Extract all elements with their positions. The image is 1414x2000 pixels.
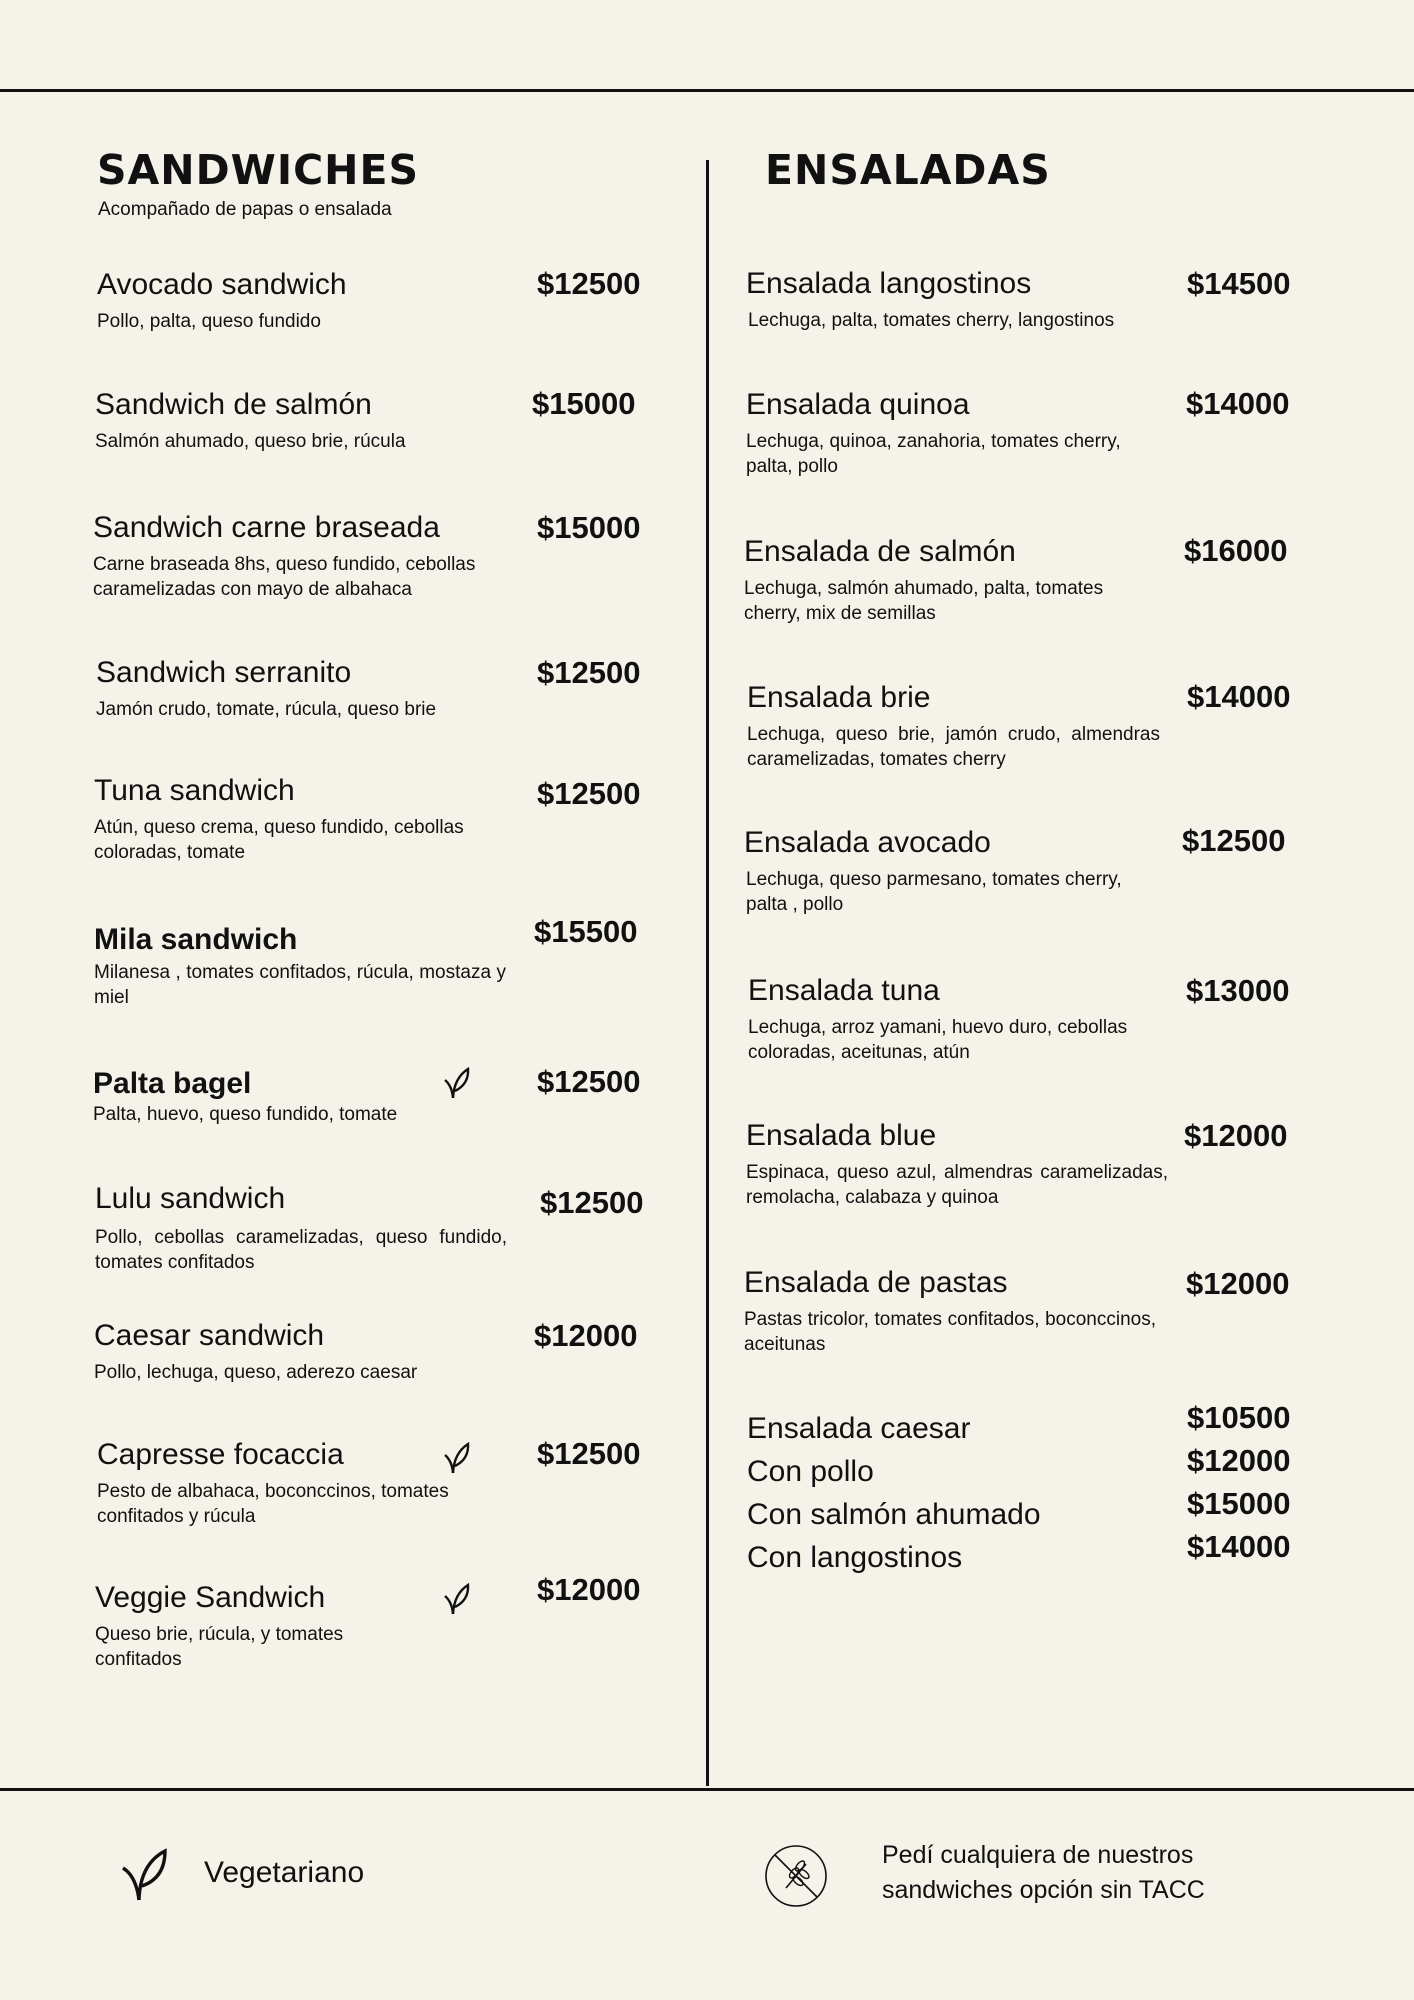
item-description: Pollo, palta, queso fundido xyxy=(97,311,321,332)
top-divider xyxy=(0,89,1414,92)
item-description: Pollo, cebollas caramelizadas, queso fundido, tomates confitados xyxy=(95,1227,507,1273)
item-name: Sandwich de salmón xyxy=(95,388,372,421)
item-name: Caesar sandwich xyxy=(94,1319,325,1352)
item-name: Ensalada avocado xyxy=(744,826,991,859)
menu-item-ensalada-blue xyxy=(746,1118,1168,1210)
caesar-variant: Con langostinos xyxy=(747,1541,963,1574)
menu-item-mila-sandwich xyxy=(94,922,506,1010)
item-price: $14000 xyxy=(1186,386,1290,421)
sandwiches-title: SANDWICHES xyxy=(97,146,420,194)
item-price: $13000 xyxy=(1186,973,1290,1008)
item-name: Lulu sandwich xyxy=(95,1182,286,1215)
leaf-icon xyxy=(120,1848,168,1902)
sandwiches-subtitle: Acompañado de papas o ensalada xyxy=(98,199,392,220)
menu-item-sandwich-carne-braseada xyxy=(93,510,513,602)
item-price: $12500 xyxy=(537,1064,641,1099)
bottom-divider xyxy=(0,1788,1414,1791)
item-description: Atún, queso crema, queso fundido, cebollas coloradas, tomate xyxy=(94,817,464,863)
item-name: Ensalada blue xyxy=(746,1119,937,1152)
item-name: Ensalada de salmón xyxy=(744,535,1016,568)
item-price: $16000 xyxy=(1184,533,1288,568)
caesar-price: $14000 xyxy=(1187,1529,1291,1564)
item-price: $12000 xyxy=(1186,1266,1290,1301)
vegetarian-leaf-icon xyxy=(440,1441,472,1475)
menu-item-ensalada-avocado xyxy=(744,825,1164,917)
caesar-price: $10500 xyxy=(1187,1400,1291,1435)
item-price: $14500 xyxy=(1187,266,1291,301)
item-description: Lechuga, quinoa, zanahoria, tomates cherry, palta, pollo xyxy=(746,431,1121,477)
menu-item-ensalada-tuna xyxy=(748,973,1168,1065)
menu-item-tuna-sandwich xyxy=(94,773,508,865)
caesar-variants xyxy=(747,1407,1041,1579)
item-name: Tuna sandwich xyxy=(94,774,295,807)
item-price: $15000 xyxy=(537,510,641,545)
item-name: Ensalada langostinos xyxy=(746,267,1032,300)
item-description: Carne braseada 8hs, queso fundido, cebollas caramelizadas con mayo de albahaca xyxy=(93,554,476,600)
item-description: Espinaca, queso azul, almendras caramelizadas, remolacha, calabaza y quinoa xyxy=(746,1162,1168,1208)
item-description: Jamón crudo, tomate, rúcula, queso brie xyxy=(96,699,437,720)
ensaladas-title: ENSALADAS xyxy=(765,146,1051,194)
item-price: $12000 xyxy=(1184,1118,1288,1153)
caesar-prices xyxy=(1187,1396,1290,1568)
vegetarian-leaf-icon xyxy=(440,1066,472,1100)
item-description: Pastas tricolor, tomates confitados, boconccinos, aceitunas xyxy=(744,1309,1156,1355)
item-description: Palta, huevo, queso fundido, tomate xyxy=(93,1104,398,1125)
item-description: Queso brie, rúcula, y tomates confitados xyxy=(95,1624,344,1670)
menu-item-caesar-sandwich xyxy=(94,1318,514,1385)
gluten-free-note: Pedí cualquiera de nuestros sandwiches opción sin TACC xyxy=(882,1841,1205,1904)
item-name: Palta bagel xyxy=(93,1067,252,1100)
item-price: $12500 xyxy=(1182,823,1286,858)
item-description: Lechuga, salmón ahumado, palta, tomates cherry, mix de semillas xyxy=(744,578,1104,624)
item-description: Salmón ahumado, queso brie, rúcula xyxy=(95,431,406,452)
menu-item-avocado-sandwich xyxy=(97,267,517,334)
menu-item-ensalada-quinoa xyxy=(746,387,1164,479)
item-name: Ensalada brie xyxy=(747,681,931,714)
menu-item-lulu-sandwich xyxy=(95,1181,507,1275)
menu-item-ensalada-brie xyxy=(747,680,1160,772)
caesar-variant: Con pollo xyxy=(747,1455,874,1488)
menu-item-ensalada-de-pastas xyxy=(744,1265,1156,1357)
item-price: $12000 xyxy=(534,1318,638,1353)
caesar-price: $12000 xyxy=(1187,1443,1291,1478)
item-description: Lechuga, arroz yamani, huevo duro, cebollas coloradas, aceitunas, atún xyxy=(748,1017,1128,1063)
gluten-free-icon xyxy=(764,1844,828,1908)
column-divider xyxy=(706,160,709,1786)
item-price: $12500 xyxy=(540,1185,644,1220)
item-price: $12500 xyxy=(537,1436,641,1471)
item-price: $15000 xyxy=(532,386,636,421)
caesar-variant: Con salmón ahumado xyxy=(747,1498,1041,1531)
item-name: Avocado sandwich xyxy=(97,268,347,301)
item-price: $15500 xyxy=(534,914,638,949)
menu-item-ensalada-de-salmon xyxy=(744,534,1144,626)
item-name: Veggie Sandwich xyxy=(95,1581,326,1614)
menu-item-ensalada-langostinos xyxy=(746,266,1166,333)
item-name: Ensalada quinoa xyxy=(746,388,970,421)
item-description: Lechuga, palta, tomates cherry, langostinos xyxy=(748,310,1115,331)
caesar-variant: Ensalada caesar xyxy=(747,1412,971,1445)
item-name: Ensalada tuna xyxy=(748,974,940,1007)
item-description: Lechuga, queso brie, jamón crudo, almendras caramelizadas, tomates cherry xyxy=(747,724,1160,770)
item-description: Pollo, lechuga, queso, aderezo caesar xyxy=(94,1362,418,1383)
item-price: $12000 xyxy=(537,1572,641,1607)
vegetarian-leaf-icon xyxy=(440,1582,472,1616)
item-price: $14000 xyxy=(1187,679,1291,714)
item-name: Ensalada de pastas xyxy=(744,1266,1008,1299)
item-name: Mila sandwich xyxy=(94,923,298,956)
item-price: $12500 xyxy=(537,776,641,811)
item-description: Milanesa , tomates confitados, rúcula, mostaza y miel xyxy=(94,962,506,1008)
menu-item-sandwich-serranito xyxy=(96,655,516,722)
item-description: Lechuga, queso parmesano, tomates cherry, palta , pollo xyxy=(746,869,1122,915)
item-name: Capresse focaccia xyxy=(97,1438,344,1471)
item-price: $12500 xyxy=(537,655,641,690)
menu-item-veggie-sandwich xyxy=(95,1580,395,1672)
item-price: $12500 xyxy=(537,266,641,301)
item-name: Sandwich serranito xyxy=(96,656,352,689)
caesar-price: $15000 xyxy=(1187,1486,1291,1521)
item-name: Sandwich carne braseada xyxy=(93,511,440,544)
vegetarian-legend-label: Vegetariano xyxy=(204,1856,365,1889)
item-description: Pesto de albahaca, boconccinos, tomates confitados y rúcula xyxy=(97,1481,449,1527)
menu-item-capresse-focaccia xyxy=(97,1437,497,1529)
menu-item-sandwich-de-salmon xyxy=(95,387,515,454)
